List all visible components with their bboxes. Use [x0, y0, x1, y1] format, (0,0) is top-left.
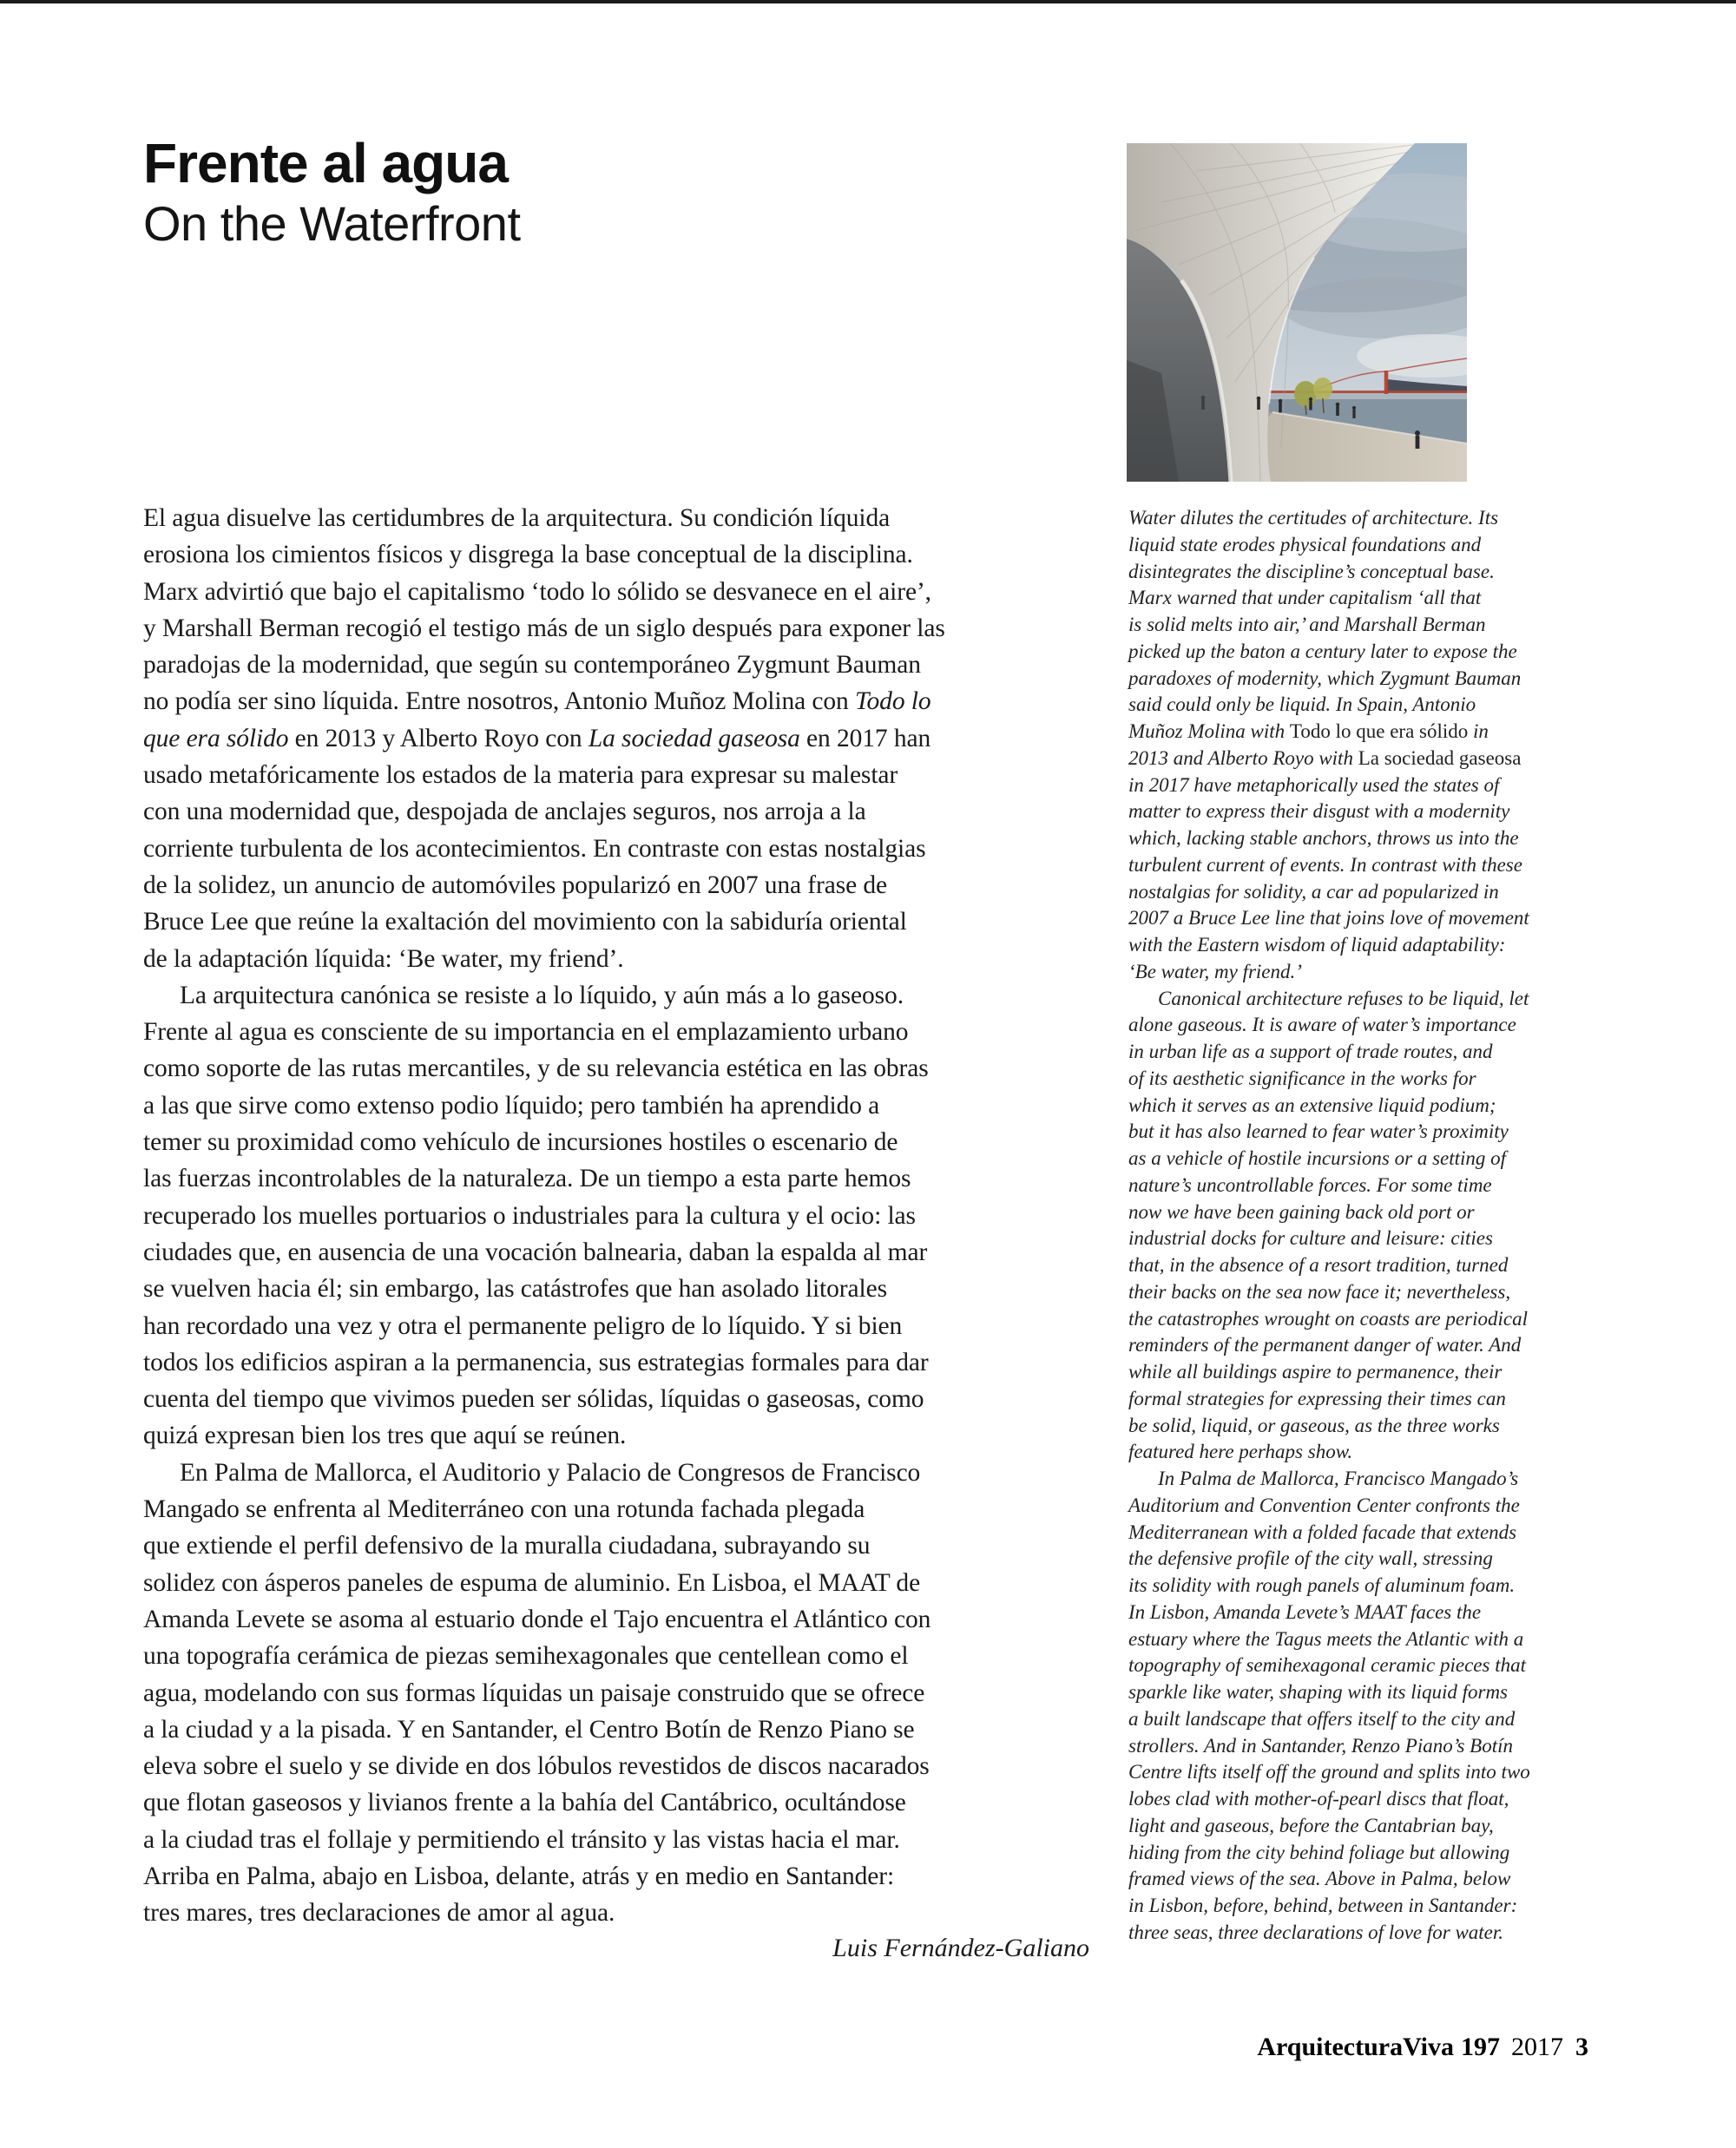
text-line: Canonical architecture refuses to be liquid, let	[1158, 987, 1529, 1009]
text-line: be solid, liquid, or gaseous, as the three works	[1128, 1414, 1500, 1436]
text-line: which it serves as an extensive liquid podium;	[1128, 1094, 1496, 1116]
photo-water-glint	[1240, 392, 1467, 399]
text-line: una topografía cerámica de piezas semihexagonales que centellean como el	[143, 1642, 909, 1671]
text-line: que era sólido en 2013 y Alberto Royo con La sociedad gaseosa en 2017 han	[143, 724, 931, 752]
text-line: said could only be liquid. In Spain, Antonio	[1128, 693, 1476, 716]
text-line: erosiona los cimientos físicos y disgrega la base conceptual de la disciplina.	[143, 541, 913, 569]
text-line: tres mares, tres declaraciones de amor al agua.	[143, 1899, 615, 1928]
text-line: como soporte de las rutas mercantiles, y de su relevancia estética en las obras	[143, 1054, 929, 1083]
text-line: hiding from the city behind foliage but allowing	[1128, 1841, 1510, 1863]
text-line: Marx advirtió que bajo el capitalismo ‘todo lo sólido se desvanece en el aire’,	[143, 577, 931, 606]
text-line: Amanda Levete se asoma al estuario donde el Tajo encuentra el Atlántico con	[143, 1605, 931, 1633]
text-line: temer su proximidad como vehículo de incursiones hostiles o escenario de	[143, 1128, 898, 1157]
text-line: 2013 and Alberto Royo with La sociedad gaseosa	[1128, 746, 1522, 769]
article-title-english: On the Waterfront	[143, 196, 521, 251]
paragraph	[1128, 505, 1593, 986]
text-line: En Palma de Mallorca, el Auditorio y Palacio de Congresos de Francisco	[180, 1458, 921, 1487]
text-line: turbulent current of events. In contrast with these	[1128, 853, 1522, 876]
text-line: cuenta del tiempo que vivimos pueden ser sólidas, líquidas o gaseosas, como	[143, 1385, 924, 1414]
text-line: sparkle like water, shaping with its liquid forms	[1128, 1681, 1509, 1703]
text-line: estuary where the Tagus meets the Atlantic with a	[1128, 1627, 1524, 1650]
page-top-edge	[0, 0, 1736, 3]
english-text-column	[1128, 505, 1593, 1947]
text-line: with the Eastern wisdom of liquid adaptability:	[1128, 934, 1506, 956]
page-footer	[1257, 2033, 1588, 2062]
text-line: Mediterranean with a folded facade that extends	[1128, 1521, 1517, 1543]
emphasized-text: Todo lo	[854, 687, 931, 716]
text-line: a la ciudad tras el follaje y permitiendo el tránsito y las vistas hacia el mar.	[143, 1825, 900, 1854]
text-line: ‘Be water, my friend.’	[1128, 960, 1302, 982]
text-line: a la ciudad y a la pisada. Y en Santander, el Centro Botín de Renzo Piano se	[143, 1715, 915, 1744]
text-line: corriente turbulenta de los acontecimientos. En contraste con estas nostalgias	[143, 834, 926, 863]
author-signature: Luis Fernández-Galiano	[832, 1934, 1089, 1962]
text-line: in Lisbon, before, behind, between in Santander:	[1128, 1895, 1518, 1916]
text-line: reminders of the permanent danger of water. And	[1128, 1334, 1522, 1356]
text-line: as a vehicle of hostile incursions or a setting of	[1128, 1147, 1507, 1169]
text-line: is solid melts into air,’ and Marshall Berman	[1128, 614, 1486, 635]
text-line: Auditorium and Convention Center confronts the	[1128, 1494, 1520, 1516]
text-line: light and gaseous, before the Cantabrian bay,	[1128, 1814, 1494, 1836]
text-line: its solidity with rough panels of aluminum foam.	[1128, 1574, 1516, 1596]
footer-page-number: 3	[1575, 2033, 1588, 2061]
text-line: alone gaseous. It is aware of water’s importance	[1128, 1014, 1516, 1036]
text-line: a built landscape that offers itself to the city and	[1128, 1707, 1516, 1730]
footer-year: 2017	[1511, 2033, 1563, 2061]
emphasized-text: La sociedad gaseosa	[1358, 746, 1522, 769]
text-line: but it has also learned to fear water’s proximity	[1128, 1120, 1509, 1143]
text-line: se vuelven hacia él; sin embargo, las catástrofes que han asolado litorales	[143, 1275, 887, 1304]
text-line: matter to express their disgust with a modernity	[1128, 800, 1510, 823]
text-line: In Palma de Mallorca, Francisco Mangado’s	[1158, 1468, 1519, 1489]
text-line: paradoxes of modernity, which Zygmunt Bauman	[1128, 667, 1522, 689]
text-line: las fuerzas incontrolables de la naturaleza. De un tiempo a esta parte hemos	[143, 1165, 911, 1193]
text-line: La arquitectura canónica se resiste a lo líquido, y aún más a lo gaseoso.	[180, 981, 904, 1009]
text-line: liquid state erodes physical foundations and	[1128, 533, 1482, 555]
text-line: Frente al agua es consciente de su importancia en el emplazamiento urbano	[143, 1018, 909, 1047]
text-line: solidez con ásperos paneles de espuma de aluminio. En Lisboa, el MAAT de	[143, 1568, 921, 1597]
text-line: que flotan gaseosos y livianos frente a la bahía del Cantábrico, ocultándose	[143, 1789, 906, 1817]
text-line: Arriba en Palma, abajo en Lisboa, delante, atrás y en medio en Santander:	[143, 1862, 895, 1890]
text-line: Bruce Lee que reúne la exaltación del movimiento con la sabiduría oriental	[143, 908, 907, 936]
text-line: Mangado se enfrenta al Mediterráneo con una rotunda fachada plegada	[143, 1495, 865, 1524]
text-line: nature’s uncontrollable forces. For some time	[1128, 1173, 1492, 1196]
text-line: strollers. And in Santander, Renzo Piano’s Botín	[1128, 1734, 1513, 1757]
text-line: 2007 a Bruce Lee line that joins love of movement	[1128, 907, 1529, 929]
text-line: todos los edificios aspiran a la permanencia, sus estrategias formales para dar	[143, 1348, 929, 1376]
text-line: featured here perhaps show.	[1128, 1441, 1353, 1463]
text-line: ciudades que, en ausencia de una vocación balnearia, daban la espalda al mar	[143, 1238, 928, 1266]
text-line: nostalgias for solidity, a car ad popularized in	[1128, 880, 1499, 903]
text-line: which, lacking stable anchors, throws us into the	[1128, 827, 1519, 849]
footer-issue-number: 197	[1461, 2033, 1500, 2061]
text-line: industrial docks for culture and leisure: cities	[1128, 1227, 1493, 1250]
paragraph	[1128, 986, 1593, 1467]
text-line: no podía ser sino líquida. Entre nosotros, Antonio Muñoz Molina con Todo lo	[143, 687, 931, 716]
text-line: de la solidez, un anuncio de automóviles popularizó en 2007 una frase de	[143, 870, 888, 899]
text-line: que extiende el perfil defensivo de la muralla ciudadana, subrayando su	[143, 1532, 871, 1560]
text-line: Centre lifts itself off the ground and splits into two	[1128, 1761, 1530, 1783]
text-line: now we have been gaining back old port or	[1128, 1200, 1475, 1223]
maat-waterfront-photo	[1127, 143, 1467, 482]
text-line: recuperado los muelles portuarios o industriales para la cultura y el ocio: las	[143, 1201, 916, 1230]
text-line: usado metafóricamente los estados de la materia para expresar su malestar	[143, 761, 898, 790]
text-line: Marx warned that under capitalism ‘all that	[1128, 587, 1482, 609]
text-line: lobes clad with mother-of-pearl discs that float,	[1128, 1788, 1509, 1810]
paragraph	[143, 500, 1089, 977]
text-line: y Marshall Berman recogió el testigo más de un siglo después para exponer las	[143, 614, 945, 642]
footer-magazine-title: ArquitecturaViva	[1257, 2033, 1454, 2061]
text-line: picked up the baton a century later to expose the	[1128, 640, 1517, 662]
text-line: the defensive profile of the city wall, stressing	[1128, 1547, 1493, 1570]
text-line: El agua disuelve las certidumbres de la arquitectura. Su condición líquida	[143, 504, 891, 532]
text-line: quizá expresan bien los tres que aquí se reúnen.	[143, 1422, 627, 1450]
emphasized-text: Todo lo que era sólido	[1289, 720, 1469, 742]
text-line: three seas, three declarations of love for water.	[1128, 1921, 1504, 1943]
text-line: framed views of the sea. Above in Palma, below	[1128, 1868, 1511, 1890]
text-line: In Lisbon, Amanda Levete’s MAAT faces the	[1128, 1600, 1482, 1623]
text-line: Water dilutes the certitudes of architecture. Its	[1128, 507, 1499, 529]
text-line: topography of semihexagonal ceramic pieces that	[1128, 1654, 1526, 1677]
text-line: in 2017 have metaphorically used the states of	[1128, 773, 1500, 796]
emphasized-text: La sociedad gaseosa	[588, 724, 800, 752]
text-line: han recordado una vez y otra el permanente peligro de lo líquido. Y si bien	[143, 1311, 903, 1340]
text-line: a las que sirve como extenso podio líquido; pero también ha aprendido a	[143, 1091, 880, 1120]
paragraph	[143, 1455, 1089, 1932]
text-line: eleva sobre el suelo y se divide en dos lóbulos revestidos de discos nacarados	[143, 1752, 930, 1781]
text-line: agua, modelando con sus formas líquidas un paisaje construido que se ofrece	[143, 1678, 925, 1707]
article-title-spanish: Frente al agua	[143, 132, 508, 194]
paragraph	[143, 977, 1089, 1455]
text-line: paradojas de la modernidad, que según su contemporáneo Zygmunt Bauman	[143, 651, 921, 680]
text-line: formal strategies for expressing their times can	[1128, 1387, 1506, 1409]
text-line: of its aesthetic significance in the works for	[1128, 1067, 1476, 1089]
text-line: disintegrates the discipline’s conceptual base.	[1128, 560, 1495, 582]
paragraph	[1128, 1466, 1593, 1947]
text-line: con una modernidad que, despojada de anclajes seguros, nos arroja a la	[143, 798, 866, 826]
text-line: that, in the absence of a resort tradition, turned	[1128, 1254, 1509, 1276]
text-line: de la adaptación líquida: ‘Be water, my friend’.	[143, 944, 624, 973]
spanish-text-column	[143, 500, 1089, 1932]
text-line: while all buildings aspire to permanence, their	[1128, 1361, 1503, 1383]
text-line: in urban life as a support of trade routes, and	[1128, 1041, 1493, 1062]
emphasized-text: que era sólido	[143, 724, 289, 752]
text-line: the catastrophes wrought on coasts are periodical	[1128, 1307, 1528, 1330]
text-line: their backs on the sea now face it; nevertheless,	[1128, 1280, 1511, 1303]
text-line: Muñoz Molina with Todo lo que era sólido in	[1128, 720, 1489, 742]
